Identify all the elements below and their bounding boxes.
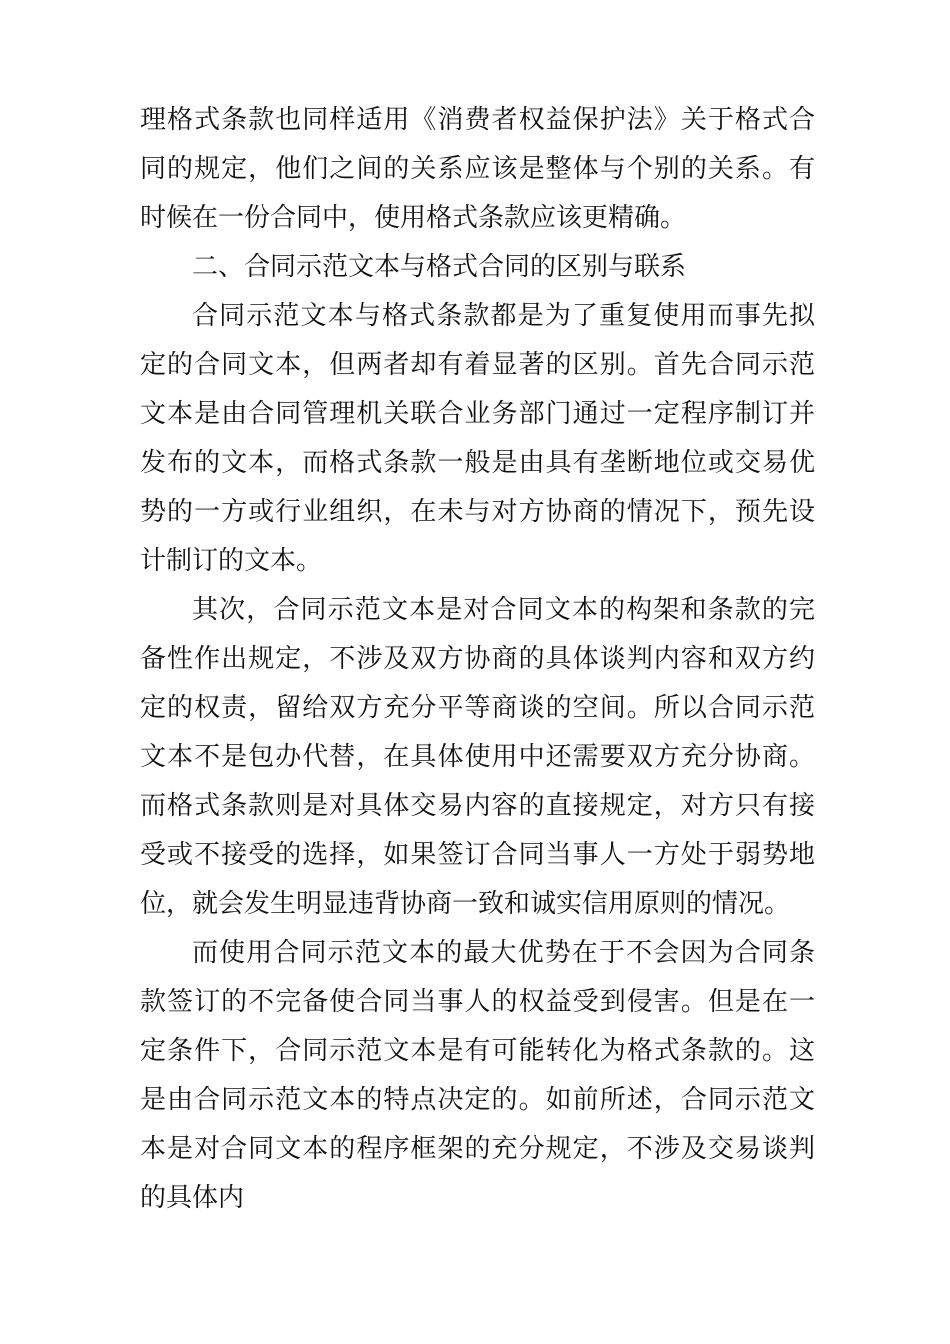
document-body <box>140 96 815 1223</box>
paragraph-1: 理格式条款也同样适用《消费者权益保护法》关于格式合同的规定，他们之间的关系应该是整体与个别的关系。有时候在一份合同中，使用格式条款应该更精确。 <box>140 105 815 233</box>
paragraph-4: 而使用合同示范文本的最大优势在于不会因为合同条款签订的不完备使合同当事人的权益受到侵害。但是在一定条件下，合同示范文本是有可能转化为格式条款的。这是由合同示范文本的特点决定的。如前所述，合同示范文本是对合同文本的程序框架的充分规定，不涉及交易谈判的具体内 <box>140 938 815 1213</box>
paragraph-3: 其次，合同示范文本是对合同文本的构架和条款的完备性作出规定，不涉及双方协商的具体谈判内容和双方约定的权责，留给双方充分平等商谈的空间。所以合同示范文本不是包办代替，在具体使用中还需要双方充分协商。而格式条款则是对具体交易内容的直接规定，对方只有接受或不接受的选择，如果签订合同当事人一方处于弱势地位，就会发生明显违背协商一致和诚实信用原则的情况。 <box>140 595 815 919</box>
paragraph-2: 合同示范文本与格式条款都是为了重复使用而事先拟定的合同文本，但两者却有着显著的区别。首先合同示范文本是由合同管理机关联合业务部门通过一定程序制订并发布的文本，而格式条款一般是由具有垄断地位或交易优势的一方或行业组织，在未与对方协商的情况下，预先设计制订的文本。 <box>140 301 815 576</box>
section-heading: 二、合同示范文本与格式合同的区别与联系 <box>192 252 687 282</box>
